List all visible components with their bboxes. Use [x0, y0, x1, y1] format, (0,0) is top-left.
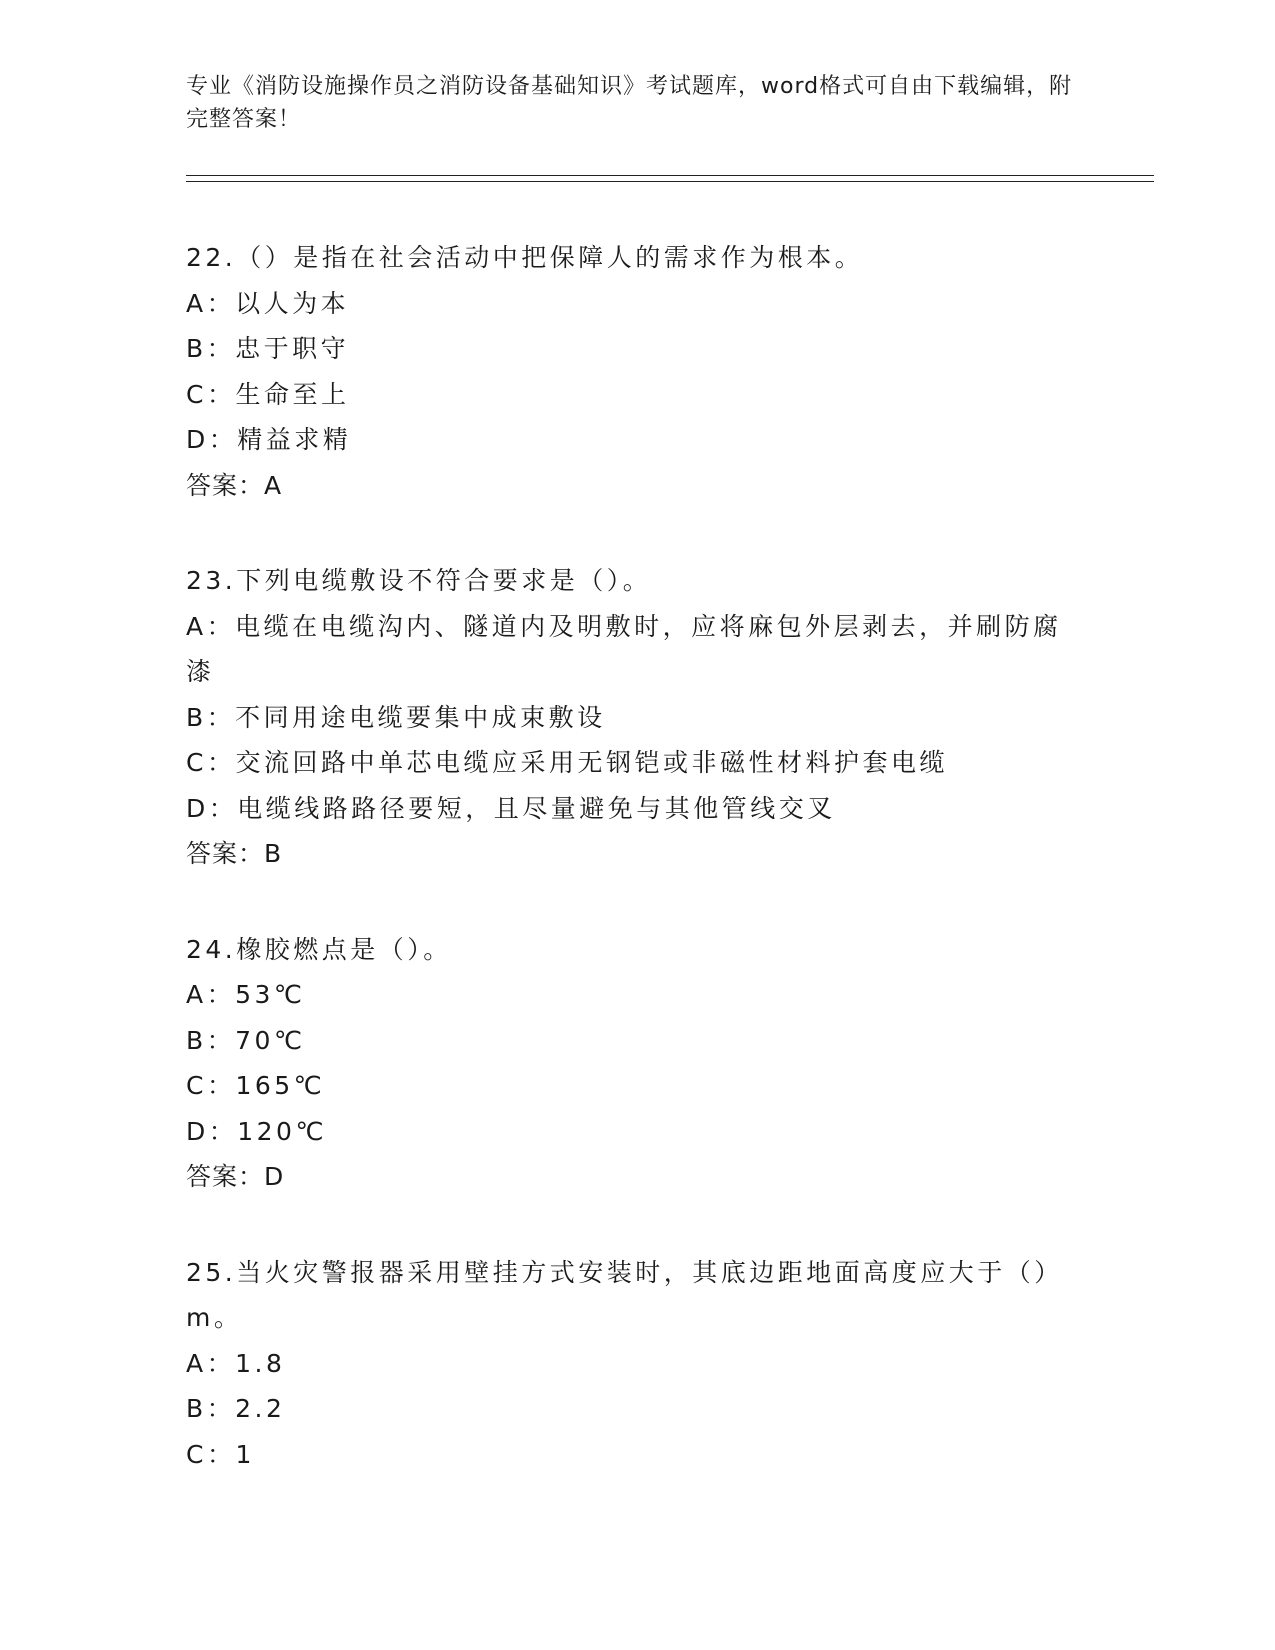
header-text: 专业《消防设施操作员之消防设备基础知识》考试题库，word格式可自由下载编辑，附完整答案！ — [186, 74, 1073, 132]
option-c: C：165℃ — [186, 1071, 326, 1100]
option-d: D：电缆线路路径要短，且尽量避免与其他管线交叉 — [186, 793, 836, 823]
question-stem: 25.当火灾警报器采用壁挂方式安装时，其底边距地面高度应大于（）m。 — [186, 1257, 1063, 1332]
option-b: B：不同用途电缆要集中成束敷设 — [186, 702, 606, 732]
option-d: D：精益求精 — [186, 425, 352, 454]
option-a: A：1.8 — [186, 1348, 286, 1378]
option-a: A：电缆在电缆沟内、隧道内及明敷时，应将麻包外层剥去，并刷防腐漆 — [186, 611, 1062, 686]
option-a: A：53℃ — [186, 980, 306, 1009]
answer-line: 答案：B — [186, 839, 283, 868]
question-list — [186, 235, 1086, 1527]
option-c: C：生命至上 — [186, 379, 350, 409]
header-rule-top — [186, 175, 1154, 176]
option-c: C：1 — [186, 1439, 255, 1469]
question-23 — [186, 558, 1086, 877]
document-header — [186, 70, 1086, 136]
option-b: B：70℃ — [186, 1025, 306, 1055]
option-b: B：2.2 — [186, 1394, 286, 1423]
question-stem: 24.橡胶燃点是（）。 — [186, 934, 452, 964]
option-c: C：交流回路中单芯电缆应采用无钢铠或非磁性材料护套电缆 — [186, 748, 948, 777]
option-b: B：忠于职守 — [186, 334, 350, 363]
option-a: A：以人为本 — [186, 288, 350, 318]
answer-line: 答案：D — [186, 1162, 285, 1191]
option-d: D：120℃ — [186, 1116, 328, 1146]
question-25 — [186, 1250, 1086, 1478]
question-stem: 23.下列电缆敷设不符合要求是（）。 — [186, 566, 652, 595]
question-24 — [186, 927, 1086, 1200]
answer-line: 答案：A — [186, 470, 283, 500]
question-stem: 22.（）是指在社会活动中把保障人的需求作为根本。 — [186, 243, 864, 272]
question-22 — [186, 235, 1086, 508]
header-rule-bottom — [186, 181, 1154, 182]
